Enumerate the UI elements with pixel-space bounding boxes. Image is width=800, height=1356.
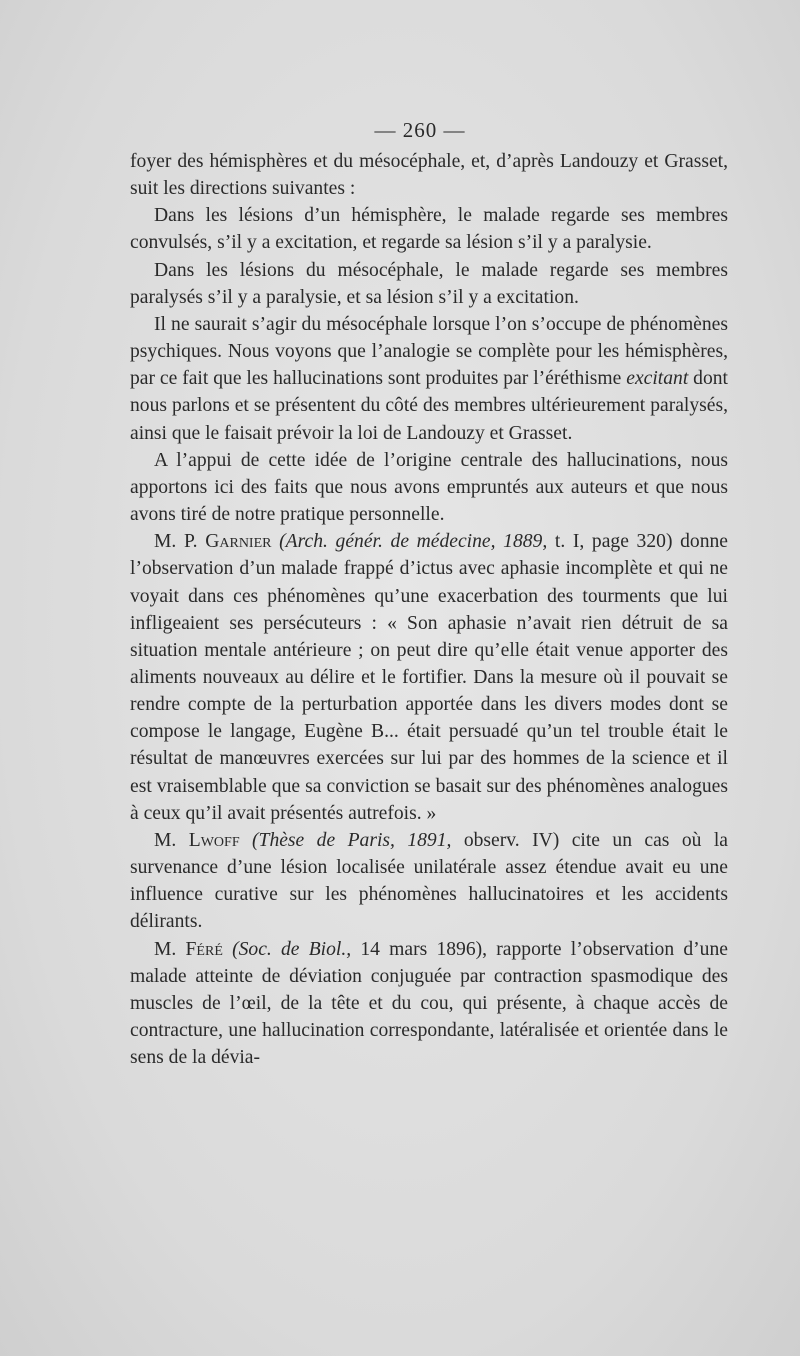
author-fere: Féré	[185, 938, 223, 960]
citation-fere: (Soc. de Biol.,	[222, 938, 352, 960]
paragraph-7-prefix: M.	[154, 829, 189, 851]
author-garnier: Garnier	[205, 531, 272, 553]
paragraph-4-text-a: Il ne saurait s’agir du mésocéphale lorsque l’on s’occupe de phénomènes psychiques. Nous voyons que l’analogie se complète pour les hémisphères, par ce fait que les hallucinations sont produites par l’éréthisme	[130, 313, 728, 390]
paragraph-8	[130, 936, 728, 1072]
author-lwoff: Lwoff	[188, 829, 240, 851]
paragraph-3: Dans les lésions du mésocéphale, le malade regarde ses membres paralysés s’il y a paralysie, et sa lésion s’il y a excitation.	[130, 259, 728, 308]
paragraph-7-text: observ. IV) cite un cas où la survenance d’une lésion localisée unilatérale assez étendue avait eu une influence curative sur les phénomènes hallucinatoires et les accidents délirants.	[130, 829, 728, 933]
citation-lwoff: (Thèse de Paris, 1891,	[239, 829, 452, 851]
paragraph-6-prefix: M. P.	[154, 531, 206, 553]
paragraph-4-text-b: dont nous parlons et se présentent du côté des membres ultérieurement paralysés, ainsi que le faisait prévoir la loi de Landouzy et Grasset.	[130, 368, 729, 444]
paragraph-6-text: t. I, page 320) donne l’observation d’un malade frappé d’ictus avec aphasie incomplète et qui ne voyait dans ces phénomènes qu’une exacerbation des tourments que lui infligeaient ses persécuteurs : « Son aphasie n’avait rien détruit de sa situation mentale antérieure ; on peut dire qu’elle était venue apporter des aliments nouveaux au délire et le fortifier. Dans la mesure où il pouvait se rendre compte de la perturbation apportée dans les divers modes dont se compose le langage, Eugène B... était persuadé qu’un tel trouble était le résultat de manœuvres exercées sur lui par des hommes de la science et il est vraisemblable que sa conviction se basait sur des phénomènes analogues à ceux qu’il avait présentés autrefois. »	[130, 531, 728, 824]
paragraph-1: foyer des hémisphères et du mésocéphale, et, d’après Landouzy et Grasset, suit les directions suivantes :	[130, 151, 728, 200]
paragraph-6	[130, 528, 728, 827]
page-number: — 260 —	[374, 118, 466, 142]
paragraph-7	[130, 827, 728, 936]
paragraph-2: Dans les lésions d’un hémisphère, le malade regarde ses membres convulsés, s’il y a excitation, et regarde sa lésion s’il y a paralysie.	[130, 205, 728, 254]
paragraph-4-italic: excitant	[626, 368, 689, 390]
paragraph-8-text: 14 mars 1896), rapporte l’observation d’une malade atteinte de déviation conjuguée par contraction spasmodique des muscles de l’œil, de la tête et du cou, qui présente, à chaque accès de contracture, une hallucination correspondante, latéralisée et orientée dans le sens de la dévia-	[130, 938, 728, 1069]
body-text	[130, 148, 728, 1071]
paragraph-5: A l’appui de cette idée de l’origine centrale des hallucinations, nous apportons ici des faits que nous avons empruntés aux auteurs et que nous avons tiré de notre pratique personnelle.	[130, 449, 728, 526]
paragraph-8-prefix: M.	[154, 938, 186, 960]
paragraph-4	[130, 311, 728, 447]
citation-garnier: (Arch. génér. de médecine, 1889,	[271, 531, 548, 553]
